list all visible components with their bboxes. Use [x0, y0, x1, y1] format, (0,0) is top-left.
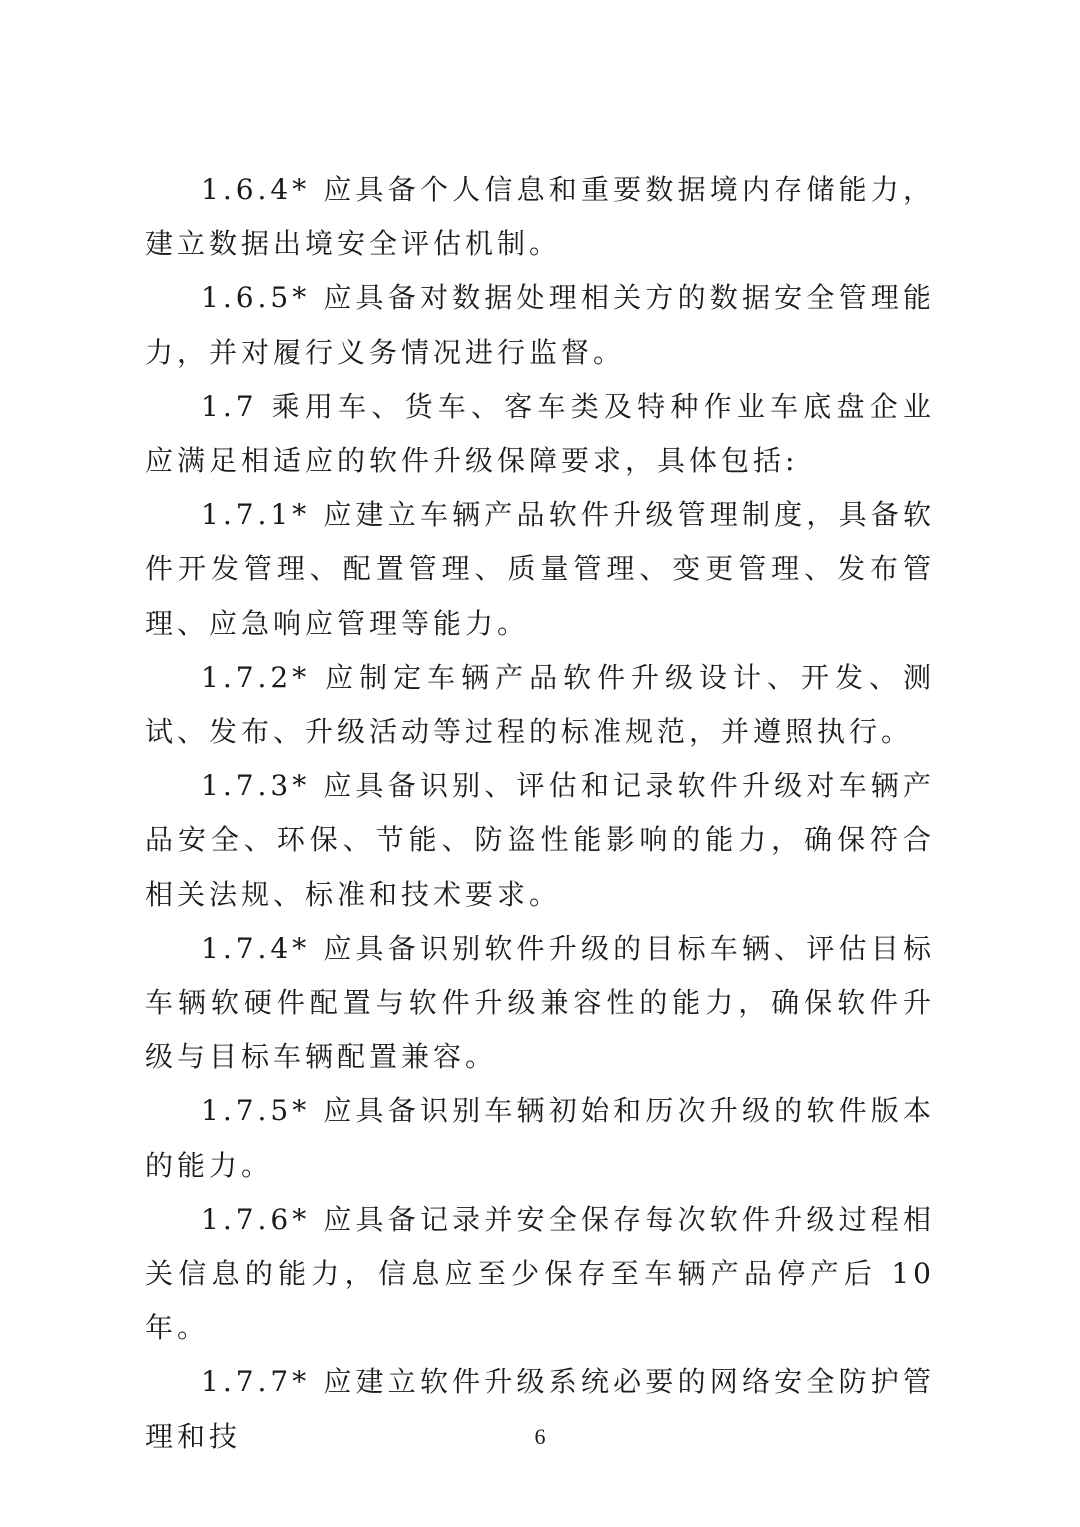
paragraph-1-7-7: 1.7.7* 应建立软件升级系统必要的网络安全防护管理和技 — [145, 1365, 935, 1453]
paragraph-1-7-5: 1.7.5* 应具备识别车辆初始和历次升级的软件版本的能力。 — [145, 1094, 935, 1182]
paragraph-1-6-5: 1.6.5* 应具备对数据处理相关方的数据安全管理能力，并对履行义务情况进行监督。 — [145, 281, 935, 369]
paragraph-1-7-6: 1.7.6* 应具备记录并安全保存每次软件升级过程相关信息的能力，信息应至少保存至车辆产品停产后 10 年。 — [145, 1202, 935, 1345]
paragraph-1-7-4: 1.7.4* 应具备识别软件升级的目标车辆、评估目标车辆软硬件配置与软件升级兼容性的能力，确保软件升级与目标车辆配置兼容。 — [145, 931, 935, 1074]
paragraph-1-7-1: 1.7.1* 应建立车辆产品软件升级管理制度，具备软件开发管理、配置管理、质量管理、变更管理、发布管理、应急响应管理等能力。 — [145, 498, 935, 640]
paragraph-1-7-3: 1.7.3* 应具备识别、评估和记录软件升级对车辆产品安全、环保、节能、防盗性能影响的能力，确保符合相关法规、标准和技术要求。 — [145, 769, 935, 911]
body-text — [145, 163, 935, 1464]
paragraph-1-6-4: 1.6.4* 应具备个人信息和重要数据境内存储能力，建立数据出境安全评估机制。 — [145, 173, 935, 261]
page-number: 6 — [534, 1424, 546, 1449]
paragraph-1-7-2: 1.7.2* 应制定车辆产品软件升级设计、开发、测试、发布、升级活动等过程的标准规范，并遵照执行。 — [145, 660, 935, 749]
paragraph-1-7: 1.7 乘用车、货车、客车类及特种作业车底盘企业应满足相适应的软件升级保障要求，具体包括: — [145, 389, 935, 478]
